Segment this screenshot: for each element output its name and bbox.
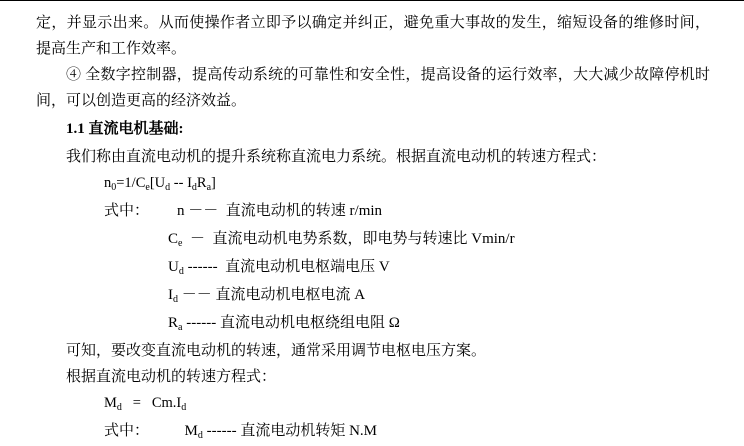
equation-1-rhs: =1/C <box>116 175 146 191</box>
equation-2-eq: = <box>132 395 141 411</box>
def-4-sep: －－ <box>181 287 212 303</box>
def-1-text: 直流电动机的转速 r/min <box>225 203 383 219</box>
def-6-symbol-sub: d <box>197 430 203 441</box>
def-5-symbol: R <box>168 315 179 331</box>
equation-1-tail-sub: d <box>165 182 171 193</box>
equation-1-tail3-sub: a <box>206 182 212 193</box>
def-4-symbol: I <box>168 287 173 303</box>
equation-1-tail3: R <box>196 175 207 191</box>
paragraph-1: 定，并显示出来。从而使操作者立即予以确定并纠正，避免重大事故的发生，缩短设备的维修时间，提高生产和工作效率。 <box>36 15 710 57</box>
equation-2 <box>36 390 710 418</box>
equation-1 <box>36 170 710 198</box>
def-2-symbol: C <box>168 231 179 247</box>
equation-1-tail2-sub: d <box>191 182 197 193</box>
equation-2-symbol-sub: d <box>116 402 122 413</box>
def-5-text: 直流电动机电枢绕组电阻 Ω <box>219 315 400 331</box>
paragraph-4: 可知，要改变直流电动机的转速，通常采用调节电枢电压方案。 <box>66 343 487 359</box>
equation-2-symbol: M <box>104 395 117 411</box>
def-5-symbol-sub: a <box>178 322 183 333</box>
shizhong-label-2 <box>36 418 710 446</box>
def-2-text: 直流电动机电势系数，即电势与转速比 Vmin/r <box>212 231 515 247</box>
def-3-sep: ------ <box>187 259 218 275</box>
equation-1-lhs-sub: 0 <box>111 182 117 193</box>
paragraph-3: 我们称由直流电动机的提升系统称直流电力系统。根据直流电动机的转速方程式： <box>66 149 607 165</box>
equation-1-tail2: -- I <box>170 175 192 191</box>
definition-row <box>168 226 710 254</box>
def-6-text: 直流电动机转矩 N.M <box>240 423 378 439</box>
paragraph-2: ④ 全数字控制器，提高传动系统的可靠性和安全性，提高设备的运行效率，大大减少故障停机时间，可以创造更高的经济效益。 <box>36 67 710 109</box>
def-1-symbol: n <box>177 203 185 219</box>
def-2-symbol-sub: e <box>178 238 183 249</box>
definition-row <box>168 254 710 282</box>
equation-1-lhs: n <box>104 175 112 191</box>
def-6-symbol: M <box>184 423 198 439</box>
def-3-text: 直流电动机电枢端电压 V <box>225 259 390 275</box>
shizhong-text-1: 式中： <box>104 203 150 219</box>
shizhong-label-1 <box>36 198 710 226</box>
def-4-text: 直流电动机电枢电流 A <box>215 287 366 303</box>
def-6-sep: ------ <box>206 423 237 439</box>
paragraph-5: 根据直流电动机的转速方程式： <box>66 369 277 385</box>
equation-1-tail: [U <box>149 175 166 191</box>
def-2-sep: － <box>189 231 205 247</box>
equation-1-tail4: ] <box>211 175 216 191</box>
section-heading: 1.1 直流电机基础: <box>66 121 184 137</box>
def-3-symbol-sub: d <box>178 266 184 277</box>
def-4-symbol-sub: d <box>173 294 178 305</box>
def-1-sep: －－ <box>188 203 219 219</box>
equation-1-rhs-sub: e <box>145 182 150 193</box>
equation-2-rhs-sub: d <box>181 402 187 413</box>
definition-row <box>168 310 710 338</box>
page-top-rule <box>0 0 744 1</box>
def-5-sep: ------ <box>186 315 217 331</box>
definition-row <box>168 282 710 310</box>
equation-2-rhs: Cm.I <box>151 395 182 411</box>
definition-list-1 <box>36 226 710 338</box>
shizhong-text-2: 式中： <box>104 423 150 439</box>
def-3-symbol: U <box>168 259 179 275</box>
